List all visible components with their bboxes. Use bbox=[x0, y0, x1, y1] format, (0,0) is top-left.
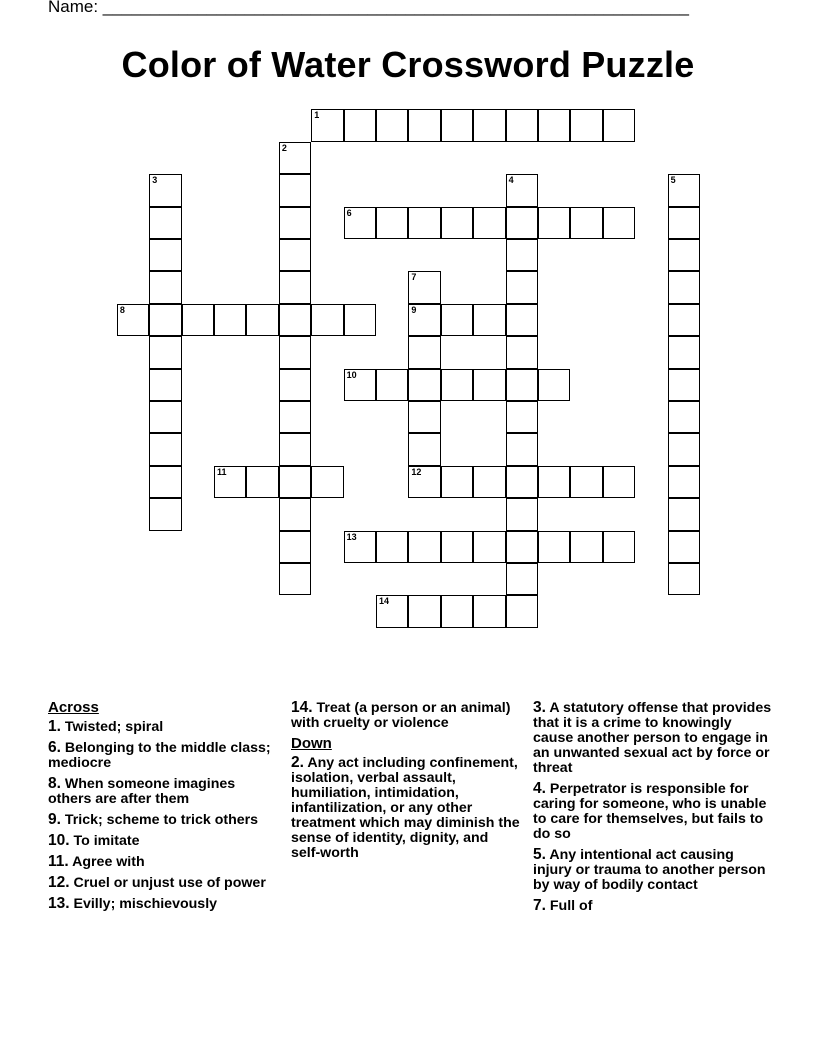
crossword-cell[interactable] bbox=[668, 207, 700, 239]
crossword-cell[interactable] bbox=[603, 109, 635, 141]
clue-item-text: Full of bbox=[545, 898, 593, 914]
crossword-cell[interactable] bbox=[149, 207, 181, 239]
clue-item bbox=[48, 833, 273, 849]
crossword-cell[interactable] bbox=[570, 207, 602, 239]
clue-item-text: Belonging to the middle class; mediocre bbox=[48, 740, 271, 771]
clues-column-3 bbox=[533, 700, 773, 919]
crossword-cell[interactable] bbox=[441, 207, 473, 239]
crossword-cell[interactable] bbox=[538, 369, 570, 401]
crossword-cell[interactable] bbox=[668, 239, 700, 271]
crossword-cell[interactable] bbox=[279, 369, 311, 401]
clue-item bbox=[48, 812, 273, 828]
crossword-cell[interactable] bbox=[149, 239, 181, 271]
crossword-cell[interactable] bbox=[668, 433, 700, 465]
clue-item-number: 3. bbox=[533, 699, 546, 716]
crossword-cell[interactable] bbox=[506, 239, 538, 271]
clue-item bbox=[291, 700, 521, 731]
clue-number: 9 bbox=[411, 304, 417, 315]
crossword-cell[interactable] bbox=[506, 433, 538, 465]
clue-item bbox=[48, 854, 273, 870]
crossword-cell[interactable] bbox=[506, 109, 538, 141]
clue-item-number: 8. bbox=[48, 775, 61, 792]
crossword-cell[interactable] bbox=[279, 563, 311, 595]
crossword-cell[interactable] bbox=[473, 109, 505, 141]
crossword-cell[interactable] bbox=[441, 304, 473, 336]
clue-item bbox=[48, 896, 273, 912]
crossword-cell[interactable] bbox=[279, 207, 311, 239]
crossword-cell[interactable] bbox=[570, 109, 602, 141]
clue-item-text: Trick; scheme to trick others bbox=[60, 812, 259, 828]
crossword-cell[interactable] bbox=[408, 531, 440, 563]
clues-column-1 bbox=[48, 700, 273, 917]
clue-item-text: To imitate bbox=[69, 833, 140, 849]
crossword-cell[interactable] bbox=[668, 174, 700, 206]
crossword-cell[interactable] bbox=[149, 369, 181, 401]
crossword-cell[interactable] bbox=[408, 401, 440, 433]
clue-item-text: Perpetrator is responsible for caring for someone, who is unable to care for themselves, but fails to do so bbox=[533, 781, 767, 842]
clue-item-number: 11. bbox=[48, 853, 69, 870]
crossword-cell[interactable] bbox=[441, 109, 473, 141]
clue-number: 13 bbox=[346, 531, 357, 542]
clue-number: 14 bbox=[379, 596, 390, 607]
clue-number: 1 bbox=[314, 110, 320, 121]
crossword-cell[interactable] bbox=[668, 336, 700, 368]
clue-item-text: A statutory offense that provides that it is a crime to knowingly cause another person to engage in an unwanted sexual act by force or threat bbox=[533, 700, 772, 776]
clue-item-number: 5. bbox=[533, 846, 546, 863]
clue-number: 2 bbox=[281, 142, 287, 153]
crossword-cell[interactable] bbox=[279, 336, 311, 368]
crossword-cell[interactable] bbox=[408, 109, 440, 141]
clue-item bbox=[48, 719, 273, 735]
crossword-cell[interactable] bbox=[506, 304, 538, 336]
clue-number: 5 bbox=[670, 175, 676, 186]
crossword-cell[interactable] bbox=[279, 304, 311, 336]
clue-item-text: Any act including confinement, isolation, verbal assault, humiliation, intimidation, infantilization, or any other treatment which may diminish the sense of identity, dignity, and self-worth bbox=[291, 755, 520, 861]
crossword-cell[interactable] bbox=[668, 563, 700, 595]
clue-item-number: 10. bbox=[48, 832, 70, 849]
crossword-cell[interactable] bbox=[506, 207, 538, 239]
crossword-cell[interactable] bbox=[376, 109, 408, 141]
clue-item-number: 14. bbox=[291, 699, 313, 716]
crossword-cell[interactable] bbox=[279, 433, 311, 465]
crossword-cell[interactable] bbox=[473, 466, 505, 498]
crossword-cell[interactable] bbox=[408, 466, 440, 498]
crossword-cell[interactable] bbox=[311, 466, 343, 498]
crossword-cell[interactable] bbox=[408, 304, 440, 336]
crossword-cell[interactable] bbox=[344, 369, 376, 401]
crossword-cell[interactable] bbox=[603, 207, 635, 239]
crossword-cell[interactable] bbox=[246, 304, 278, 336]
crossword-cell[interactable] bbox=[344, 207, 376, 239]
clue-item-number: 7. bbox=[533, 897, 546, 914]
clue-item bbox=[533, 898, 773, 914]
clue-item-text: When someone imagines others are after them bbox=[48, 776, 236, 807]
clue-item bbox=[291, 755, 521, 861]
crossword-cell[interactable] bbox=[473, 304, 505, 336]
crossword-cell[interactable] bbox=[668, 369, 700, 401]
clue-item-text: Treat (a person or an animal) with cruelty or violence bbox=[291, 700, 511, 731]
clue-item-text: Cruel or unjust use of power bbox=[69, 875, 266, 891]
clue-number: 3 bbox=[152, 175, 158, 186]
crossword-cell[interactable] bbox=[149, 336, 181, 368]
crossword-cell[interactable] bbox=[668, 304, 700, 336]
crossword-cell[interactable] bbox=[668, 271, 700, 303]
crossword-cell[interactable] bbox=[311, 109, 343, 141]
clues-column-2 bbox=[291, 700, 521, 866]
crossword-cell[interactable] bbox=[117, 304, 149, 336]
crossword-cell[interactable] bbox=[279, 466, 311, 498]
crossword-cell[interactable] bbox=[603, 466, 635, 498]
crossword-cell[interactable] bbox=[506, 466, 538, 498]
clue-number: 10 bbox=[346, 369, 357, 380]
clue-item-text: Evilly; mischievously bbox=[69, 896, 218, 912]
crossword-cell[interactable] bbox=[506, 531, 538, 563]
crossword-cell[interactable] bbox=[149, 174, 181, 206]
crossword-cell[interactable] bbox=[214, 466, 246, 498]
clue-item-text: Any intentional act causing injury or trauma to another person by way of bodily contact bbox=[533, 847, 766, 893]
crossword-cell[interactable] bbox=[668, 401, 700, 433]
crossword-cell[interactable] bbox=[668, 531, 700, 563]
clue-number: 11 bbox=[217, 466, 227, 477]
clue-item-number: 4. bbox=[533, 780, 546, 797]
crossword-cell[interactable] bbox=[279, 142, 311, 174]
crossword-cell[interactable] bbox=[149, 498, 181, 530]
clue-item bbox=[533, 781, 773, 842]
crossword-cell[interactable] bbox=[376, 207, 408, 239]
crossword-cell[interactable] bbox=[408, 336, 440, 368]
crossword-cell[interactable] bbox=[149, 304, 181, 336]
clue-item-text: Agree with bbox=[68, 854, 145, 870]
crossword-cell[interactable] bbox=[408, 207, 440, 239]
name-field-line[interactable]: Name: ______________________________________________________________ bbox=[48, 0, 689, 16]
crossword-cell[interactable] bbox=[214, 304, 246, 336]
clue-number: 6 bbox=[346, 207, 352, 218]
crossword-cell[interactable] bbox=[149, 433, 181, 465]
crossword-cell[interactable] bbox=[570, 466, 602, 498]
crossword-cell[interactable] bbox=[538, 109, 570, 141]
clue-number: 7 bbox=[411, 272, 417, 283]
crossword-cell[interactable] bbox=[408, 369, 440, 401]
crossword-cell[interactable] bbox=[149, 466, 181, 498]
clue-item bbox=[533, 847, 773, 893]
puzzle-title: Color of Water Crossword Puzzle bbox=[121, 44, 695, 85]
crossword-cell[interactable] bbox=[344, 304, 376, 336]
crossword-cell[interactable] bbox=[182, 304, 214, 336]
crossword-cell[interactable] bbox=[279, 174, 311, 206]
clue-item bbox=[533, 700, 773, 776]
crossword-cell[interactable] bbox=[473, 595, 505, 627]
clue-item-text: Twisted; spiral bbox=[60, 719, 164, 735]
crossword-cell[interactable] bbox=[246, 466, 278, 498]
crossword-cell[interactable] bbox=[376, 531, 408, 563]
crossword-cell[interactable] bbox=[668, 498, 700, 530]
crossword-cell[interactable] bbox=[376, 595, 408, 627]
crossword-cell[interactable] bbox=[279, 271, 311, 303]
clue-item bbox=[48, 776, 273, 807]
crossword-cell[interactable] bbox=[506, 174, 538, 206]
clue-item-number: 6. bbox=[48, 739, 61, 756]
crossword-cell[interactable] bbox=[408, 595, 440, 627]
clue-item-number: 2. bbox=[291, 754, 304, 771]
crossword-cell[interactable] bbox=[603, 531, 635, 563]
crossword-cell[interactable] bbox=[538, 207, 570, 239]
crossword-cell[interactable] bbox=[538, 466, 570, 498]
clue-number: 12 bbox=[411, 466, 422, 477]
crossword-cell[interactable] bbox=[473, 531, 505, 563]
clue-item bbox=[48, 875, 273, 891]
crossword-cell[interactable] bbox=[149, 271, 181, 303]
crossword-cell[interactable] bbox=[506, 595, 538, 627]
clue-item bbox=[48, 740, 273, 771]
crossword-cell[interactable] bbox=[376, 369, 408, 401]
down-heading: Down bbox=[291, 735, 332, 752]
crossword-cell[interactable] bbox=[311, 304, 343, 336]
crossword-cell[interactable] bbox=[538, 531, 570, 563]
crossword-cell[interactable] bbox=[441, 595, 473, 627]
clue-item-number: 12. bbox=[48, 874, 70, 891]
clue-number: 8 bbox=[119, 304, 125, 315]
crossword-cell[interactable] bbox=[279, 531, 311, 563]
crossword-cell[interactable] bbox=[506, 336, 538, 368]
clue-item-number: 1. bbox=[48, 718, 61, 735]
crossword-cell[interactable] bbox=[441, 369, 473, 401]
crossword-cell[interactable] bbox=[441, 466, 473, 498]
crossword-cell[interactable] bbox=[408, 271, 440, 303]
clue-number: 4 bbox=[508, 175, 514, 186]
crossword-cell[interactable] bbox=[149, 401, 181, 433]
crossword-cell[interactable] bbox=[279, 498, 311, 530]
clue-item-number: 9. bbox=[48, 811, 61, 828]
crossword-cell[interactable] bbox=[506, 271, 538, 303]
crossword-cell[interactable] bbox=[473, 207, 505, 239]
crossword-cell[interactable] bbox=[279, 401, 311, 433]
crossword-cell[interactable] bbox=[441, 531, 473, 563]
crossword-cell[interactable] bbox=[473, 369, 505, 401]
crossword-cell[interactable] bbox=[570, 531, 602, 563]
crossword-cell[interactable] bbox=[279, 239, 311, 271]
crossword-cell[interactable] bbox=[506, 401, 538, 433]
crossword-cell[interactable] bbox=[668, 466, 700, 498]
clue-item-number: 13. bbox=[48, 895, 70, 912]
crossword-cell[interactable] bbox=[506, 369, 538, 401]
crossword-cell[interactable] bbox=[506, 498, 538, 530]
crossword-cell[interactable] bbox=[344, 109, 376, 141]
crossword-cell[interactable] bbox=[344, 531, 376, 563]
crossword-cell[interactable] bbox=[506, 563, 538, 595]
crossword-cell[interactable] bbox=[408, 433, 440, 465]
across-heading: Across bbox=[48, 699, 99, 716]
